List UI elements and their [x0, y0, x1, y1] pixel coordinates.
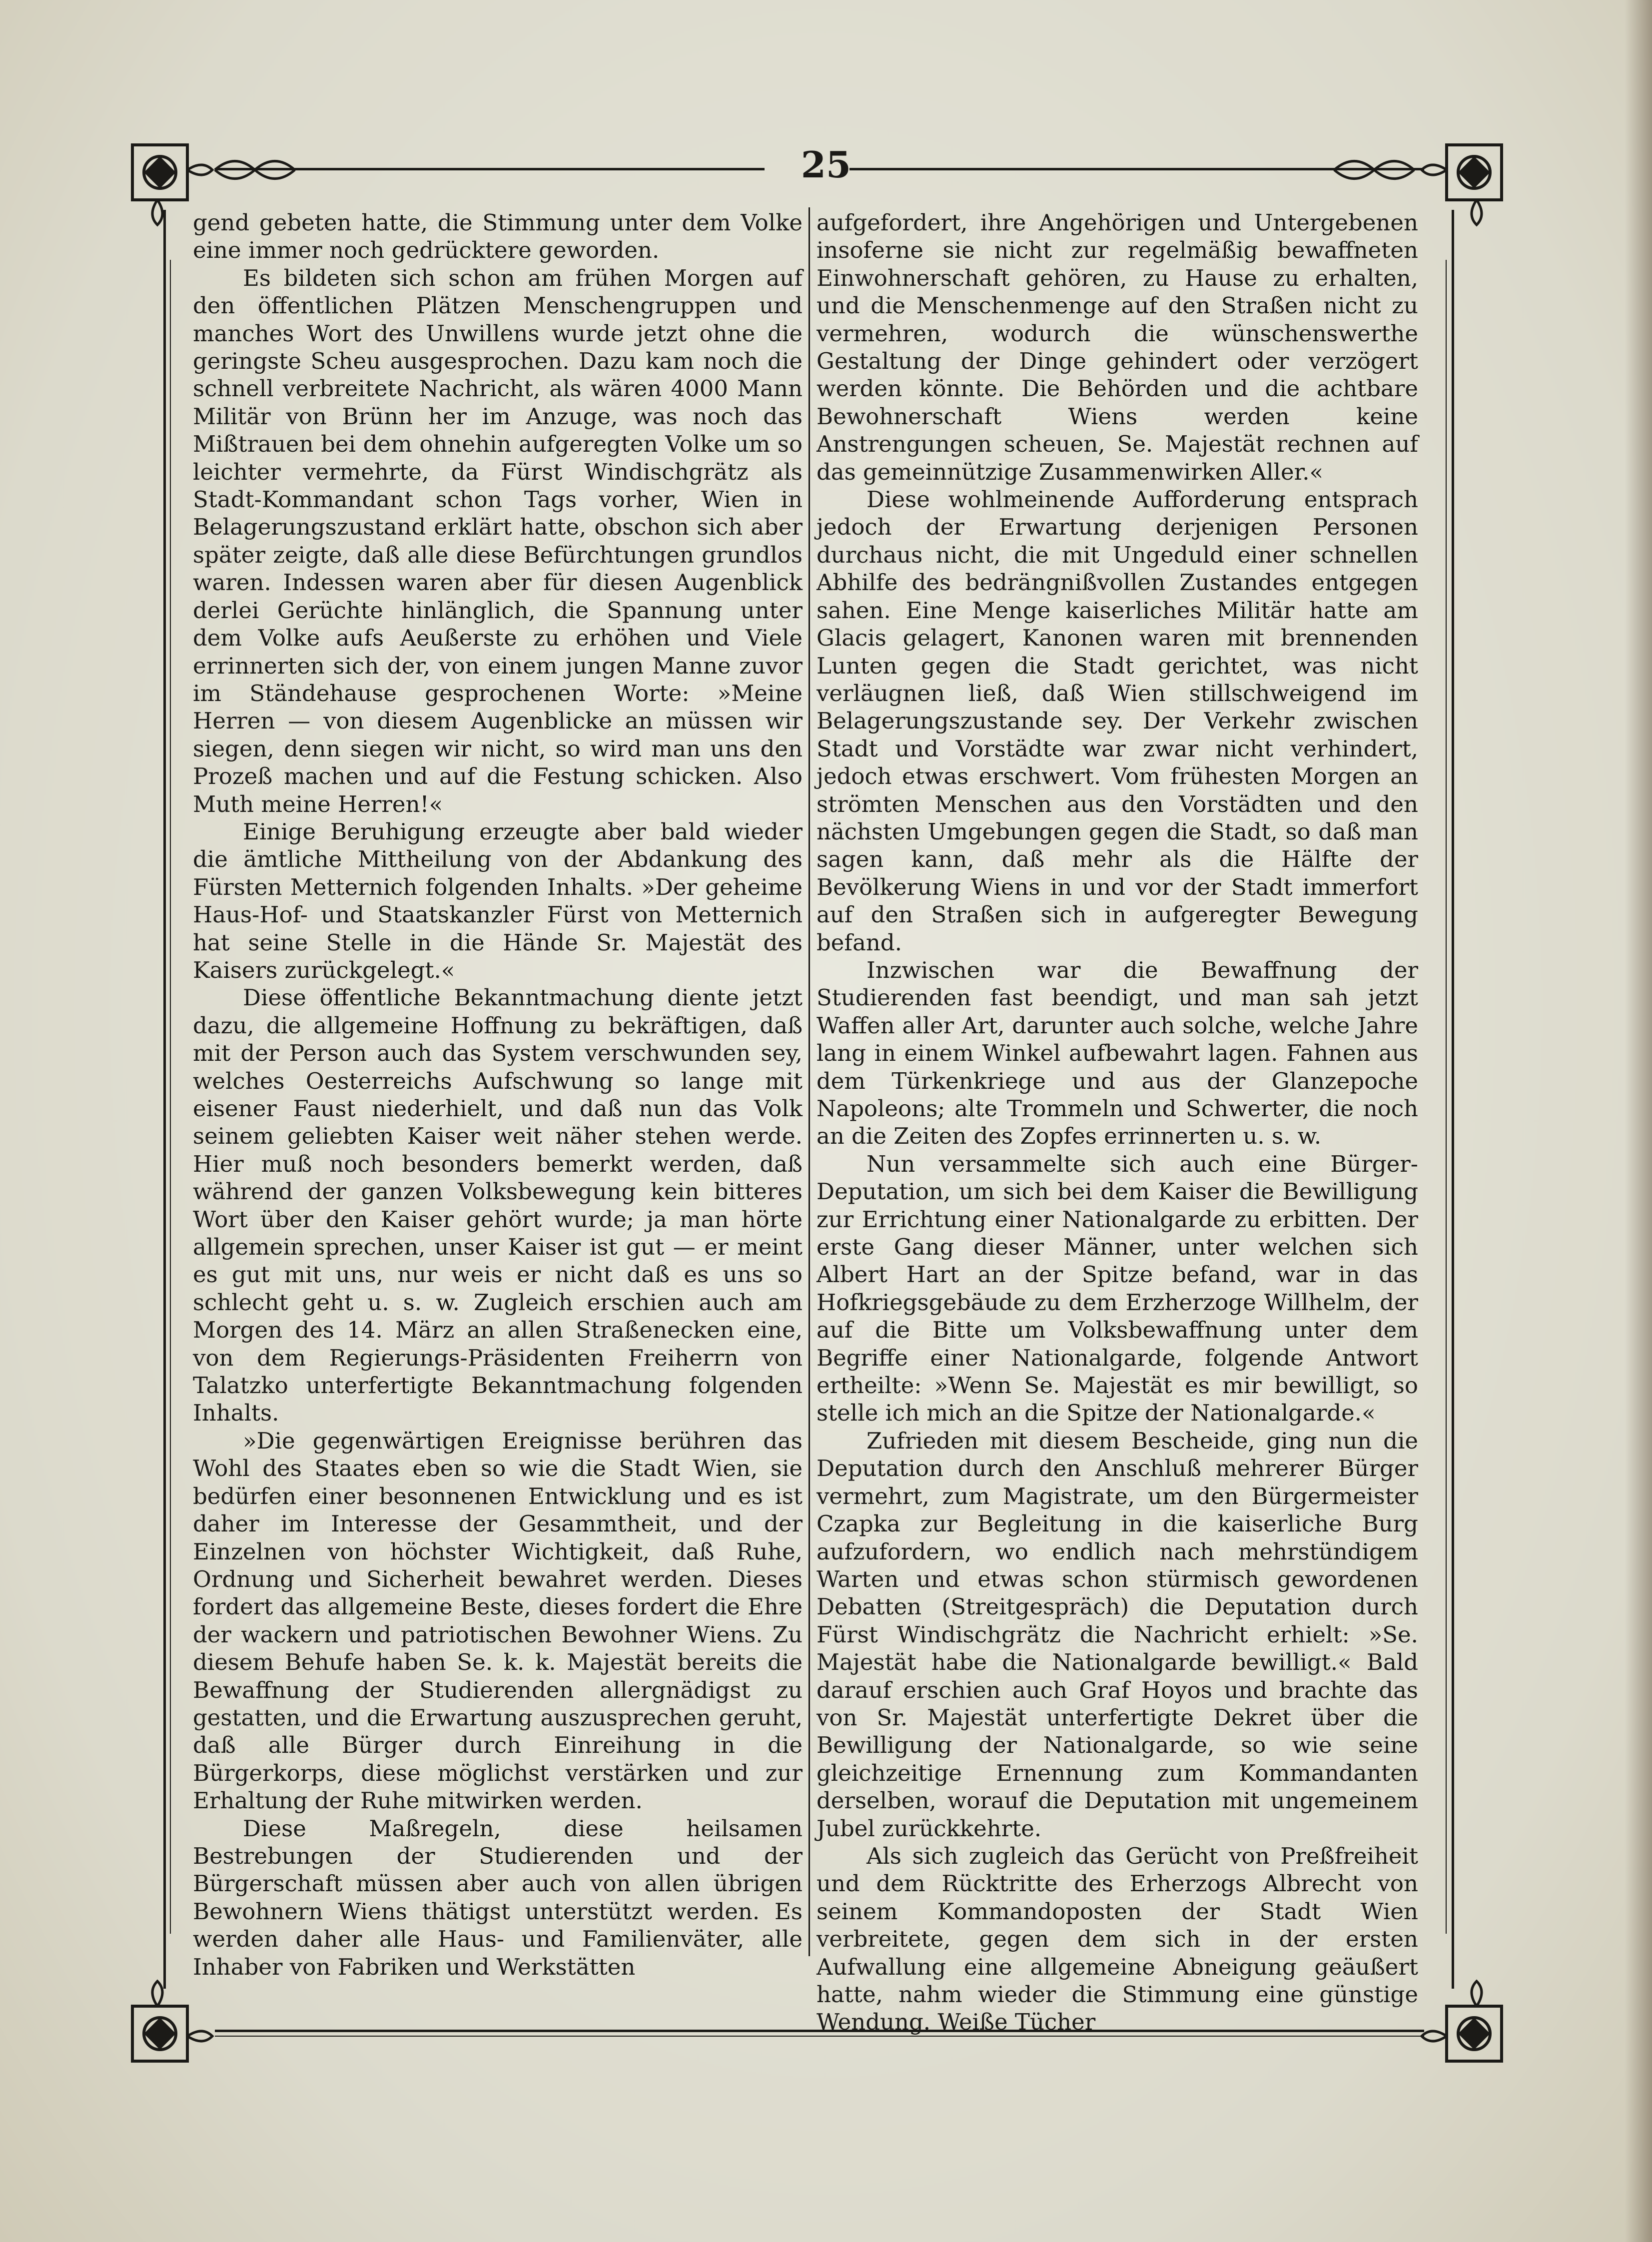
paragraph: Nun versammelte sich auch eine Bürger-Deputation, um sich bei dem Kaiser die Bewilligung zur Errichtung einer Nationalgarde zu erbitten. Der erste Gang dieser Männer, unter welchen sich Albert Hart an der Spitze befand, war in das Hofkriegsgebäude zu dem Erzherzoge Willhelm, der auf die Bitte um Volksbewaffnung unter dem Begriffe einer Nationalgarde, folgende Antwort ertheilte: »Wenn Se. Majestät es mir bewilligt, so stelle ich mich an die Spitze der Nationalgarde.«	[817, 1150, 1418, 1427]
paragraph: Als sich zugleich das Gerücht von Preßfreiheit und dem Rücktritte des Erherzogs Albrecht von seinem Kommandoposten der Stadt Wien verbreitete, gegen dem sich in der ersten Aufwallung eine allgemeine Abneigung geäußert hatte, nahm wieder die Stimmung eine günstige Wendung. Weiße Tücher	[817, 1842, 1418, 2036]
paragraph: Es bildeten sich schon am frühen Morgen auf den öffentlichen Plätzen Menschengruppen und manches Wort des Unwillens wurde jetzt ohne die geringste Scheu ausgesprochen. Dazu kam noch die schnell verbreitete Nachricht, als wären 4000 Mann Militär von Brünn her im Anzuge, was noch das Mißtrauen bei dem ohnehin aufgeregten Volke um so leichter vermehrte, da Fürst Windischgrätz als Stadt-Kommandant schon Tags vorher, Wien in Belagerungszustand erklärt hatte, obschon sich aber später zeigte, daß alle diese Befürchtungen grundlos waren. Indessen waren aber für diesen Augenblick derlei Gerüchte hinlänglich, die Spannung unter dem Volke aufs Aeußerste zu erhöhen und Viele errinnerten sich der, von einem jungen Manne zuvor im Ständehause gesprochenen Worte: »Meine Herren — von diesem Augenblicke an müssen wir siegen, denn siegen wir nicht, so wird man uns den Prozeß machen und auf die Festung schicken. Also Muth meine Herren!«	[193, 264, 803, 817]
corner-ornament-bottom-left	[127, 1979, 215, 2066]
text-column-left	[193, 209, 803, 1980]
paragraph: Inzwischen war die Bewaffnung der Studierenden fast beendigt, und man sah jetzt Waffen aller Art, darunter auch solche, welche Jahre lang in einem Winkel aufbewahrt lagen. Fahnen aus dem Türkenkriege und aus der Glanzepoche Napoleons; alte Trommeln und Schwerter, die noch an die Zeiten des Zopfes errinnerten u. s. w.	[817, 956, 1418, 1150]
header-scroll-ornament-right	[1329, 150, 1419, 190]
paragraph: »Die gegenwärtigen Ereignisse berühren das Wohl des Staates eben so wie die Stadt Wien, sie bedürfen einer besonnenen Entwicklung und es ist daher im Interesse der Gesammtheit, und der Einzelnen von höchster Wichtigkeit, daß Ruhe, Ordnung und Sicherheit bewahret werden. Dieses fordert das allgemeine Beste, dieses fordert die Ehre der wackern und patriotischen Bewohner Wiens. Zu diesem Behufe haben Se. k. k. Majestät bereits die Bewaffnung der Studierenden allergnädigst zu gestatten, und die Erwartung auszusprechen geruht, daß alle Bürger durch Einreihung in die Bürgerkorps, diese möglichst verstärken und zur Erhaltung der Ruhe mitwirken werden.	[193, 1427, 803, 1814]
header-scroll-ornament-left	[210, 150, 300, 190]
paragraph: Diese öffentliche Bekanntmachung diente jetzt dazu, die allgemeine Hoffnung zu bekräftigen, daß mit der Person auch das System verschwunden sey, welches Oesterreichs Aufschwung so lange mit eisener Faust niederhielt, und daß nun das Volk seinem geliebten Kaiser weit näher stehen werde. Hier muß noch besonders bemerkt werden, daß während der ganzen Volksbewegung kein bitteres Wort über den Kaiser gehört wurde; ja man hörte allgemein sprechen, unser Kaiser ist gut — er meint es gut mit uns, nur weis er nicht daß es uns so schlecht geht u. s. w. Zugleich erschien auch am Morgen des 14. März an allen Straßenecken eine, von dem Regierungs-Präsidenten Freiherrn von Talatzko unterfertigte Bekanntmachung folgenden Inhalts.	[193, 984, 803, 1427]
corner-ornament-bottom-right	[1419, 1979, 1507, 2066]
paragraph: Diese wohlmeinende Aufforderung entsprach jedoch der Erwartung derjenigen Personen durchaus nicht, die mit Ungeduld einer schnellen Abhilfe des bedrängnißvollen Zustandes entgegen sahen. Eine Menge kaiserliches Militär hatte am Glacis gelagert, Kanonen waren mit brennenden Lunten gegen die Stadt gerichtet, was nicht verläugnen ließ, daß Wien stillschweigend im Belagerungszustande sey. Der Verkehr zwischen Stadt und Vorstädte war zwar nicht verhindert, jedoch etwas erschwert. Vom frühesten Morgen an strömten Menschen aus den Vorstädten und den nächsten Umgebungen gegen die Stadt, so daß man sagen kann, daß mehr als die Hälfte der Bevölkerung Wiens in und vor der Stadt immerfort auf den Straßen sich in aufgeregter Bewegung befand.	[817, 486, 1418, 956]
corner-ornament-top-right	[1419, 140, 1507, 227]
paragraph: Einige Beruhigung erzeugte aber bald wieder die ämtliche Mittheilung von der Abdankung des Fürsten Metternich folgenden Inhalts. »Der geheime Haus-Hof- und Staatskanzler Fürst von Metternich hat seine Stelle in die Hände Sr. Majestät des Kaisers zurückgelegt.«	[193, 818, 803, 983]
paragraph: gend gebeten hatte, die Stimmung unter dem Volke eine immer noch gedrücktere geworden.	[193, 209, 803, 264]
page-edge-shadow	[1625, 0, 1652, 2242]
paragraph: aufgefordert, ihre Angehörigen und Untergebenen insoferne sie nicht zur regelmäßig bewaffneten Einwohnerschaft gehören, zu Hause zu erhalten, und die Menschenmenge auf den Straßen nicht zu vermehren, wodurch die wünschenswerthe Gestaltung der Dinge gehindert oder verzögert werden könnte. Die Behörden und die achtbare Bewohnerschaft Wiens werden keine Anstrengungen scheuen, Se. Majestät rechnen auf das gemeinnützige Zusammenwirken Aller.«	[817, 209, 1418, 485]
frame-right-rule-thin	[1446, 260, 1447, 1934]
column-divider	[809, 207, 810, 1956]
page-number: 25	[801, 143, 851, 186]
frame-left-rule-thin	[170, 260, 171, 1934]
frame-right-rule	[1452, 210, 1454, 1989]
paragraph: Diese Maßregeln, diese heilsamen Bestrebungen der Studierenden und der Bürgerschaft müssen aber auch von allen übrigen Bewohnern Wiens thätigst unterstützt werden. Es werden daher alle Haus- und Familienväter, alle Inhaber von Fabriken und Werkstätten	[193, 1815, 803, 1980]
frame-left-rule	[163, 210, 166, 1989]
text-column-right	[817, 209, 1418, 2036]
paragraph: Zufrieden mit diesem Bescheide, ging nun die Deputation durch den Anschluß mehrerer Bürger vermehrt, zum Magistrate, um den Bürgermeister Czapka zur Begleitung in die kaiserliche Burg aufzufordern, wo endlich nach mehrstündigem Warten und etwas schon stürmisch gewordenen Debatten (Streitgespräch) die Deputation durch Fürst Windischgrätz die Nachricht erhielt: »Se. Majestät habe die Nationalgarde bewilligt.« Bald darauf erschien auch Graf Hoyos und brachte das von Sr. Majestät unterfertigte Dekret über die Bewilligung der Nationalgarde, so wie seine gleichzeitige Ernennung zum Kommandanten derselben, worauf die Deputation mit ungemeinem Jubel zurückkehrte.	[817, 1427, 1418, 1842]
